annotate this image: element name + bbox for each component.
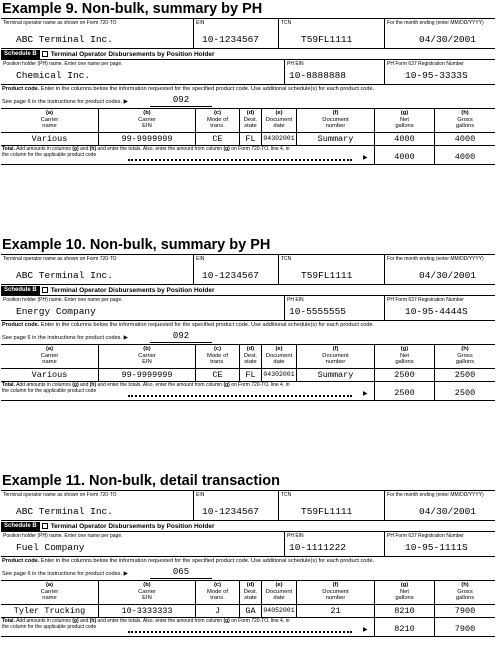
schedule-title: Terminal Operator Disbursements by Position Holder xyxy=(50,522,215,530)
ph-ein-label: PH EIN xyxy=(287,297,304,303)
see-page-text xyxy=(2,99,128,105)
checkbox-icon[interactable] xyxy=(42,523,48,529)
tcn-cell xyxy=(279,255,385,284)
total-gross-cell[interactable]: 4000 xyxy=(454,152,476,162)
col-header-a: (a) Carrier name xyxy=(1,109,99,132)
ein-cell xyxy=(194,19,279,48)
terminal-operator-value[interactable]: ABC Terminal Inc. xyxy=(16,506,113,517)
col-header-d: (d) Dest. state xyxy=(240,109,262,132)
month-ending-value[interactable]: 04/30/2001 xyxy=(419,270,477,281)
total-instructions: Total. Add amounts in columns (g) and (h) and enter the totals. Also, enter the amount from column (g) on Form 720-TO, line 4, in the column for the applicable product code ▶ xyxy=(1,618,375,636)
net-gallons-cell[interactable]: 8210 xyxy=(375,605,435,617)
tcn-label: TCN xyxy=(281,492,292,498)
table-row xyxy=(1,133,495,146)
ein-value[interactable]: 10-1234567 xyxy=(202,270,260,281)
col-header-e: (e) Document date xyxy=(262,345,297,368)
product-code-underline xyxy=(150,342,212,343)
month-ending-label: For the month ending (enter MM/DD/YYYY) xyxy=(387,256,484,262)
position-holder-row xyxy=(1,296,495,321)
carrier-name-cell[interactable]: Various xyxy=(1,133,99,145)
ph-ein-value[interactable]: 10-8888888 xyxy=(289,70,347,81)
dest-state-cell[interactable]: GA xyxy=(240,605,262,617)
ph-ein-cell xyxy=(285,60,385,84)
product-code-instructions xyxy=(1,85,495,94)
see-page-text xyxy=(2,571,128,577)
position-holder-cell xyxy=(1,296,285,320)
col-header-a: (a) Carrier name xyxy=(1,345,99,368)
terminal-operator-label: Terminal operator name as shown on Form 720-TO xyxy=(3,256,117,262)
schedule-b-bar xyxy=(1,49,495,60)
schedule-b-badge: Schedule B xyxy=(1,522,40,531)
example-10 xyxy=(0,236,496,401)
month-ending-cell xyxy=(385,255,495,284)
col-header-d: (d) Dest. state xyxy=(240,345,262,368)
col-header-e: (e) Document date xyxy=(262,109,297,132)
col-header-f: (f) Document number xyxy=(297,109,375,132)
example-9 xyxy=(0,0,496,165)
product-code-text: Enter in the columns below the information requested for the specified product code. Use additional schedule(s) for each product code. xyxy=(40,558,375,564)
ph-637-value[interactable]: 10-95-3333S xyxy=(405,70,468,81)
terminal-operator-label: Terminal operator name as shown on Form 720-TO xyxy=(3,20,117,26)
terminal-operator-value[interactable]: ABC Terminal Inc. xyxy=(16,34,113,45)
month-ending-value[interactable]: 04/30/2001 xyxy=(419,34,477,45)
schedule-b-badge: Schedule B xyxy=(1,286,40,295)
ein-label: EIN xyxy=(196,20,205,26)
product-code-bold: Product code. xyxy=(2,86,40,92)
total-instructions: Total. Add amounts in columns (g) and (h) and enter the totals. Also, enter the amount from column (g) on Form 720-TO, line 4, in the column for the applicable product code ▶ xyxy=(1,382,375,400)
ein-label: EIN xyxy=(196,492,205,498)
doc-number-cell[interactable]: 21 xyxy=(297,605,375,617)
position-holder-label: Position holder (PH) name. Enter one name per page. xyxy=(3,297,123,303)
total-row xyxy=(1,618,495,637)
ph-637-label: PH Form 637 Registration Number xyxy=(387,297,464,303)
carrier-name-cell[interactable]: Various xyxy=(1,369,99,381)
ein-cell xyxy=(194,255,279,284)
position-holder-value[interactable]: Fuel Company xyxy=(16,542,85,553)
tcn-value[interactable]: T59FL1111 xyxy=(301,506,353,517)
ph-ein-label: PH EIN xyxy=(287,61,304,67)
total-row xyxy=(1,146,495,165)
terminal-operator-cell xyxy=(1,19,194,48)
position-holder-value[interactable]: Chemical Inc. xyxy=(16,70,91,81)
checkbox-icon[interactable] xyxy=(42,287,48,293)
schedule-b-form xyxy=(1,490,495,637)
ein-cell xyxy=(194,491,279,520)
col-header-f: (f) Document number xyxy=(297,345,375,368)
dest-state-cell[interactable]: FL xyxy=(240,369,262,381)
arrow-icon: ▶ xyxy=(363,627,368,633)
col-header-b: (b) Carrier EIN xyxy=(99,345,196,368)
gross-gallons-cell[interactable]: 2500 xyxy=(454,370,476,380)
schedule-b-form xyxy=(1,18,495,165)
ph-637-label: PH Form 637 Registration Number xyxy=(387,61,464,67)
col-header-c: (c) Mode of trans. xyxy=(196,581,240,604)
doc-number-cell[interactable]: Summary xyxy=(297,369,375,381)
schedule-title: Terminal Operator Disbursements by Position Holder xyxy=(50,50,215,58)
month-ending-cell xyxy=(385,491,495,520)
position-holder-label: Position holder (PH) name. Enter one name per page. xyxy=(3,61,123,67)
see-page-text xyxy=(2,335,128,341)
product-code-instructions xyxy=(1,321,495,330)
product-code-line xyxy=(1,566,495,580)
ph-ein-cell xyxy=(285,296,385,320)
tcn-cell xyxy=(279,19,385,48)
dest-state-cell[interactable]: FL xyxy=(240,133,262,145)
column-headers xyxy=(1,108,495,133)
ph-ein-cell xyxy=(285,532,385,556)
form-header-row xyxy=(1,491,495,521)
product-code-bold: Product code. xyxy=(2,322,40,328)
product-code-bold: Product code. xyxy=(2,558,40,564)
net-gallons-cell[interactable]: 4000 xyxy=(375,133,435,145)
col-header-c: (c) Mode of trans. xyxy=(196,109,240,132)
mode-cell[interactable]: CE xyxy=(196,133,240,145)
gross-gallons-cell[interactable]: 7900 xyxy=(454,606,476,616)
position-holder-cell xyxy=(1,532,285,556)
tcn-cell xyxy=(279,491,385,520)
terminal-operator-cell xyxy=(1,255,194,284)
ein-value[interactable]: 10-1234567 xyxy=(202,34,260,45)
carrier-ein-cell[interactable]: 99-9999999 xyxy=(99,369,196,381)
col-header-f: (f) Document number xyxy=(297,581,375,604)
ein-value[interactable]: 10-1234567 xyxy=(202,506,260,517)
net-gallons-cell[interactable]: 2500 xyxy=(375,369,435,381)
total-instructions: Total. Add amounts in columns (g) and (h) and enter the totals. Also, enter the amount from column (g) on Form 720-TO, line 4, in the column for the applicable product code ▶ xyxy=(1,146,375,164)
col-header-d: (d) Dest. state xyxy=(240,581,262,604)
tcn-value[interactable]: T59FL1111 xyxy=(301,270,353,281)
dot-leader xyxy=(128,631,352,633)
schedule-b-badge: Schedule B xyxy=(1,50,40,59)
carrier-name-cell[interactable]: Tyler Trucking xyxy=(1,605,99,617)
product-code-value[interactable]: 092 xyxy=(172,95,190,105)
ph-ein-value[interactable]: 10-1111222 xyxy=(289,542,347,553)
col-header-a: (a) Carrier name xyxy=(1,581,99,604)
product-code-value[interactable]: 092 xyxy=(172,331,190,341)
see-page-label: See page 6 in the instructions for product codes. xyxy=(2,99,123,105)
month-ending-cell xyxy=(385,19,495,48)
product-code-underline xyxy=(150,578,212,579)
col-header-g: (g) Net gallons xyxy=(375,581,435,604)
tcn-label: TCN xyxy=(281,20,292,26)
col-header-b: (b) Carrier EIN xyxy=(99,581,196,604)
mode-cell[interactable]: CE xyxy=(196,369,240,381)
total-gross-cell[interactable]: 2500 xyxy=(454,388,476,398)
product-code-line xyxy=(1,330,495,344)
month-ending-label: For the month ending (enter MM/DD/YYYY) xyxy=(387,492,484,498)
table-row xyxy=(1,605,495,618)
arrow-icon: ▶ xyxy=(123,99,128,105)
schedule-b-form xyxy=(1,254,495,401)
example-title: Example 9. Non-bulk, summary by PH xyxy=(2,1,263,17)
carrier-ein-cell[interactable]: 10-3333333 xyxy=(99,605,196,617)
see-page-label: See page 6 in the instructions for product codes. xyxy=(2,571,123,577)
mode-cell[interactable]: J xyxy=(196,605,240,617)
column-headers xyxy=(1,344,495,369)
month-ending-label: For the month ending (enter MM/DD/YYYY) xyxy=(387,20,484,26)
doc-date-cell[interactable]: 04052001 xyxy=(262,605,297,617)
ph-637-value[interactable]: 10-95-4444S xyxy=(405,306,468,317)
ph-ein-value[interactable]: 10-5555555 xyxy=(289,306,347,317)
product-code-underline xyxy=(150,106,212,107)
example-title: Example 10. Non-bulk, summary by PH xyxy=(2,237,271,253)
col-header-e: (e) Document date xyxy=(262,581,297,604)
column-headers xyxy=(1,580,495,605)
example-title: Example 11. Non-bulk, detail transaction xyxy=(2,473,280,489)
doc-date-cell[interactable]: 04302001 xyxy=(262,133,297,145)
arrow-icon: ▶ xyxy=(123,335,128,341)
position-holder-row xyxy=(1,532,495,557)
product-code-line xyxy=(1,94,495,108)
schedule-title: Terminal Operator Disbursements by Position Holder xyxy=(50,286,215,294)
ph-637-cell xyxy=(385,296,495,320)
total-row xyxy=(1,382,495,401)
ein-label: EIN xyxy=(196,256,205,262)
ph-637-label: PH Form 637 Registration Number xyxy=(387,533,464,539)
col-header-b: (b) Carrier EIN xyxy=(99,109,196,132)
col-header-c: (c) Mode of trans. xyxy=(196,345,240,368)
checkbox-icon[interactable] xyxy=(42,51,48,57)
doc-date-cell[interactable]: 04302001 xyxy=(262,369,297,381)
dot-leader xyxy=(128,395,352,397)
col-header-h: (h) Gross gallons xyxy=(455,582,475,601)
position-holder-cell xyxy=(1,60,285,84)
month-ending-value[interactable]: 04/30/2001 xyxy=(419,506,477,517)
ph-637-cell xyxy=(385,60,495,84)
gross-gallons-cell[interactable]: 4000 xyxy=(454,134,476,144)
arrow-icon: ▶ xyxy=(123,571,128,577)
col-header-h: (h) Gross gallons xyxy=(455,346,475,365)
ph-637-cell xyxy=(385,532,495,556)
position-holder-row xyxy=(1,60,495,85)
total-gross-cell[interactable]: 7900 xyxy=(454,624,476,634)
table-row xyxy=(1,369,495,382)
dot-leader xyxy=(128,159,352,161)
total-net-cell[interactable]: 4000 xyxy=(375,146,435,164)
example-11 xyxy=(0,472,496,637)
arrow-icon: ▶ xyxy=(363,155,368,161)
doc-number-cell[interactable]: Summary xyxy=(297,133,375,145)
product-code-value[interactable]: 065 xyxy=(172,567,190,577)
arrow-icon: ▶ xyxy=(363,391,368,397)
ph-637-value[interactable]: 10-95-1111S xyxy=(405,542,468,553)
col-header-g: (g) Net gallons xyxy=(375,345,435,368)
product-code-text: Enter in the columns below the information requested for the specified product code. Use additional schedule(s) for each product code. xyxy=(40,322,375,328)
col-header-g: (g) Net gallons xyxy=(375,109,435,132)
total-net-cell[interactable]: 8210 xyxy=(375,618,435,636)
terminal-operator-label: Terminal operator name as shown on Form 720-TO xyxy=(3,492,117,498)
ph-ein-label: PH EIN xyxy=(287,533,304,539)
position-holder-value[interactable]: Energy Company xyxy=(16,306,96,317)
product-code-text: Enter in the columns below the information requested for the specified product code. Use additional schedule(s) for each product code. xyxy=(40,86,375,92)
form-header-row xyxy=(1,255,495,285)
form-header-row xyxy=(1,19,495,49)
terminal-operator-cell xyxy=(1,491,194,520)
tcn-value[interactable]: T59FL1111 xyxy=(301,34,353,45)
schedule-b-bar xyxy=(1,521,495,532)
schedule-b-bar xyxy=(1,285,495,296)
tcn-label: TCN xyxy=(281,256,292,262)
see-page-label: See page 6 in the instructions for product codes. xyxy=(2,335,123,341)
position-holder-label: Position holder (PH) name. Enter one name per page. xyxy=(3,533,123,539)
terminal-operator-value[interactable]: ABC Terminal Inc. xyxy=(16,270,113,281)
total-net-cell[interactable]: 2500 xyxy=(375,382,435,400)
product-code-instructions xyxy=(1,557,495,566)
carrier-ein-cell[interactable]: 99-9999999 xyxy=(99,133,196,145)
col-header-h: (h) Gross gallons xyxy=(455,110,475,129)
